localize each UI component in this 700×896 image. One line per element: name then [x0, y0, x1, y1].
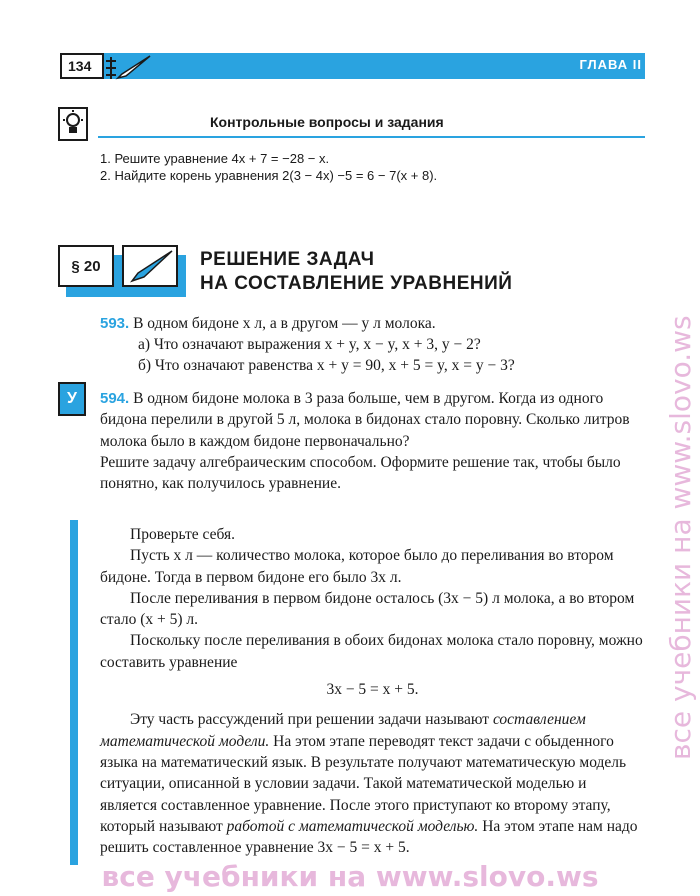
control-questions-title: Контрольные вопросы и задания	[210, 114, 444, 130]
problem-593-part-b: б) Что означают равенства x + y = 90, x + 5 = y, x = y − 3?	[138, 357, 515, 374]
problem-number: 594.	[100, 390, 130, 407]
page-number-text: 134	[68, 58, 92, 74]
term-italic: составлением математической модели.	[100, 711, 586, 750]
difficulty-badge: У	[58, 382, 86, 416]
chapter-label: ГЛАВА II	[579, 57, 642, 72]
section-title	[200, 248, 512, 296]
term-italic: работой с математической моделью.	[226, 817, 479, 835]
problem-text: В одном бидоне молока в 3 раза больше, чем в другом. Когда из одного бидона перелили в другой 5 л, молока в бидонах стало поровну. Сколько литров молока было в каждом бидоне первоначально?	[100, 390, 630, 450]
problem-number: 593.	[100, 315, 130, 332]
check-block	[100, 524, 645, 858]
problem-text: В одном бидоне x л, а в другом — y л молока.	[133, 315, 436, 332]
text-span: Эту часть рассуждений при решении задачи называют	[130, 711, 493, 729]
problem-task: Решите задачу алгебраическим способом. Оформите решение так, чтобы было понятно, как получилось уравнение.	[100, 453, 621, 493]
pen-icon	[114, 54, 154, 80]
watermark-bottom: все учебники на www.slovo.ws	[101, 860, 599, 893]
check-paragraph: Пусть x л — количество молока, которое было до переливания во втором бидоне. Тогда в первом бидоне его было 3x л.	[100, 547, 614, 586]
check-heading: Проверьте себя.	[130, 526, 236, 543]
text-span: На этом этапе нам надо решить составленное уравнение 3x − 5 = x + 5.	[100, 817, 638, 857]
lamp-icon	[58, 107, 88, 141]
list-item: 1. Решите уравнение 4x + 7 = −28 − x.	[100, 151, 330, 166]
section-divider	[98, 136, 645, 138]
pen-icon	[124, 247, 176, 285]
list-item: 2. Найдите корень уравнения 2(3 − 4x) −5 = 6 − 7(x + 8).	[100, 168, 438, 183]
section-number: § 20	[58, 245, 114, 287]
problem-594	[100, 388, 645, 494]
text-span: На этом этапе переводят текст задачи с обыденного языка на математический язык. В результате получают математическую модель ситуации, описанной в условии задачи. Такой математической моделью и является составленное уравнение. После этого приступают ко второму этапу, который называют	[100, 732, 627, 835]
check-paragraph: После переливания в первом бидоне осталось (3x − 5) л молока, а во втором стало (x + 5) л.	[100, 589, 635, 629]
check-paragraph: Поскольку после переливания в обоих бидонах молока стало поровну, можно составить уравнение	[100, 632, 643, 671]
problem-593	[100, 313, 436, 334]
watermark-side-text: все учебники на www.slovo.ws	[664, 315, 697, 760]
control-questions-list	[100, 150, 437, 184]
equation: 3x − 5 = x + 5.	[326, 681, 419, 699]
section-title-line: НА СОСТАВЛЕНИЕ УРАВНЕНИЙ	[200, 273, 513, 294]
section-pen-box	[122, 245, 178, 287]
check-block-bar	[70, 520, 78, 865]
page-number	[60, 53, 104, 79]
section-title-line: РЕШЕНИЕ ЗАДАЧ	[200, 249, 375, 270]
problem-593-part-a: а) Что означают выражения x + y, x − y, x + 3, y − 2?	[138, 336, 481, 353]
watermark-side	[658, 120, 698, 760]
check-paragraph	[100, 709, 645, 858]
